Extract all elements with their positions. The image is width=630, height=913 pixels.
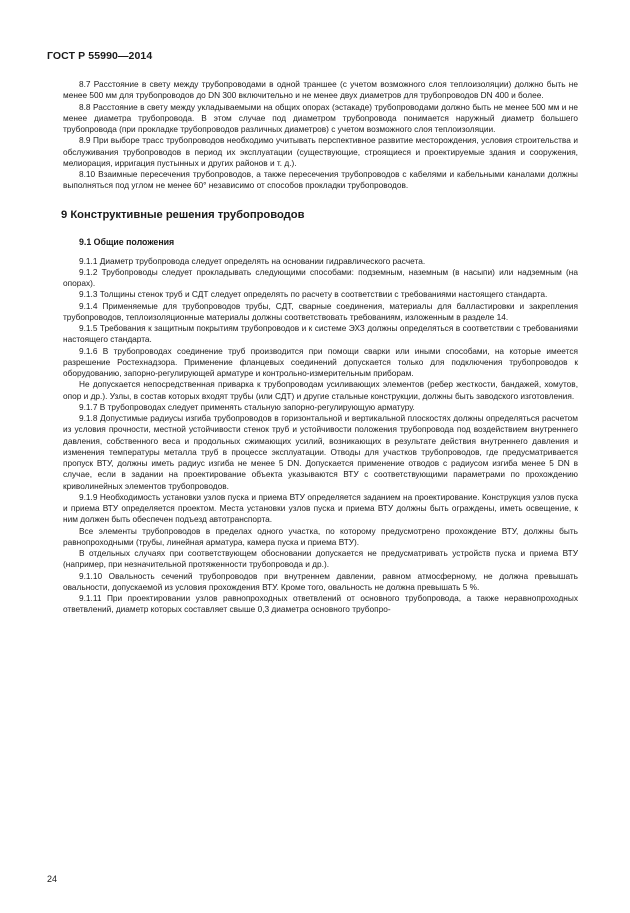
subsection-heading: 9.1 Общие положения [79,236,175,247]
paragraph-9-1-8: 9.1.8 Допустимые радиусы изгиба трубопроводов в горизонтальной и вертикальной плоскостях должны определяться расчетом из условия прочности, местной устойчивости стенок труб и устойчивости положения трубопровода под воздействием внутреннего давления, собственного веса и продольных сжимающих усилий, возникающих в результате действия внутреннего давления и изменения температуры металла труб в процессе эксплуатации. Отводы для участков трубопроводов, где предусматривается пропуск ВТУ, должны иметь радиус изгиба не менее 5 DN. Допускается применение отводов с радиусом изгиба менее 5 DN в случае, если в задании на проектирование объекта указываются ВТУ с соответствующими параметрами по прохождению криволинейных элементов трубопроводов. [63,413,578,491]
document-header: ГОСТ Р 55990—2014 [47,50,153,62]
section-heading: 9 Конструктивные решения трубопроводов [61,208,305,221]
page-body [63,79,578,616]
paragraph-9-1-4: 9.1.4 Применяемые для трубопроводов трубы, СДТ, сварные соединения, материалы для балластировки и закрепления трубопроводов, теплоизоляционные материалы должны соответствовать требованиям, изложенным в разделе 14. [63,300,578,322]
paragraph-9-1-3: 9.1.3 Толщины стенок труб и СДТ следует определять по расчету в соответствии с требованиями настоящего стандарта. [79,289,548,300]
paragraph-9-1-1: 9.1.1 Диаметр трубопровода следует определять на основании гидравлического расчета. [79,255,426,266]
paragraph-8-9: 8.9 При выборе трасс трубопроводов необходимо учитывать перспективное развитие месторождения, условия строительства и обслуживания трубопроводов в период их эксплуатации (существующие, строящиеся и проектируемые здания и сооружения, мелиорация, ирригация пустынных и других районов и т. д.). [63,135,578,168]
paragraph-9-1-10: 9.1.10 Овальность сечений трубопроводов при внутреннем давлении, равном атмосферному, не должна превышать овальности, допускаемой из условия прохождения ВТУ. Кроме того, овальность не должна превышать 5 %. [63,570,578,592]
paragraph-9-1-9-continued-2: В отдельных случаях при соответствующем обосновании допускается не предусматривать устройств пуска и приема ВТУ (например, при незначительной протяженности трубопровода и др.). [63,548,578,570]
paragraph-9-1-9: 9.1.9 Необходимость установки узлов пуска и приема ВТУ определяется заданием на проектирование. Конструкция узлов пуска и приема ВТУ определяется проектом. Места установки узлов пуска и приема ВТУ должны быть ограждены, иметь освещение, к ним должен быть обеспечен подъезд автотранспорта. [63,491,578,525]
paragraph-9-1-6-continued: Не допускается непосредственная приварка к трубопроводам усиливающих элементов (ребер жесткости, бандажей, хомутов, опор и др.). Узлы, в состав которых входят трубы (или СДТ) и другие стальные конструкции, должны быть заводского изготовления. [63,379,578,401]
paragraph-9-1-5: 9.1.5 Требования к защитным покрытиям трубопроводов и к системе ЭХЗ должны определяться в соответствии с требованиями настоящего стандарта. [63,323,578,345]
paragraph-9-1-9-continued-1: Все элементы трубопроводов в пределах одного участка, по которому предусмотрено прохождение ВТУ, должны быть равнопроходными (трубы, линейная арматура, камера пуска и приема ВТУ). [63,525,578,547]
paragraph-8-10: 8.10 Взаимные пересечения трубопроводов, а также пересечения трубопроводов с кабелями и кабельными каналами должны выполняться под углом не менее 60° независимо от способов прокладки трубопроводов. [63,169,578,191]
paragraph-9-1-11: 9.1.11 При проектировании узлов равнопроходных ответвлений от основного трубопровода, а также неравнопроходных ответвлений, диаметр которых составляет свыше 0,3 диаметра основного трубопро- [63,593,578,615]
paragraph-9-1-2: 9.1.2 Трубопроводы следует прокладывать следующими способами: подземным, наземным (в насыпи) или надземным (на опорах). [63,266,578,288]
paragraph-8-7: 8.7 Расстояние в свету между трубопроводами в одной траншее (с учетом возможного слоя теплоизоляции) должно быть не менее 500 мм для трубопроводов до DN 300 включительно и не менее двух диаметров для трубопроводов DN 400 и более. [63,79,578,101]
paragraph-9-1-7: 9.1.7 В трубопроводах следует применять стальную запорно-регулирующую арматуру. [79,401,415,412]
page-number: 24 [47,874,58,884]
paragraph-9-1-6: 9.1.6 В трубопроводах соединение труб производится при помощи сварки или иными способами, на которые имеется разрешение Ростехнадзора. Применение фланцевых соединений допускается только для подключения трубопроводов к оборудованию, запорно-регулирующей арматуре и контрольно-измерительным приборам. [63,345,578,378]
paragraph-8-8: 8.8 Расстояние в свету между укладываемыми на общих опорах (эстакаде) трубопроводами должно быть не менее 500 мм и не менее диаметра трубопровода. В этом случае под диаметром трубопровода понимается наружный диаметр большего трубопровода (при прокладке трубопроводов различных диаметров) с учетом возможного слоя теплоизоляции. [63,101,578,134]
